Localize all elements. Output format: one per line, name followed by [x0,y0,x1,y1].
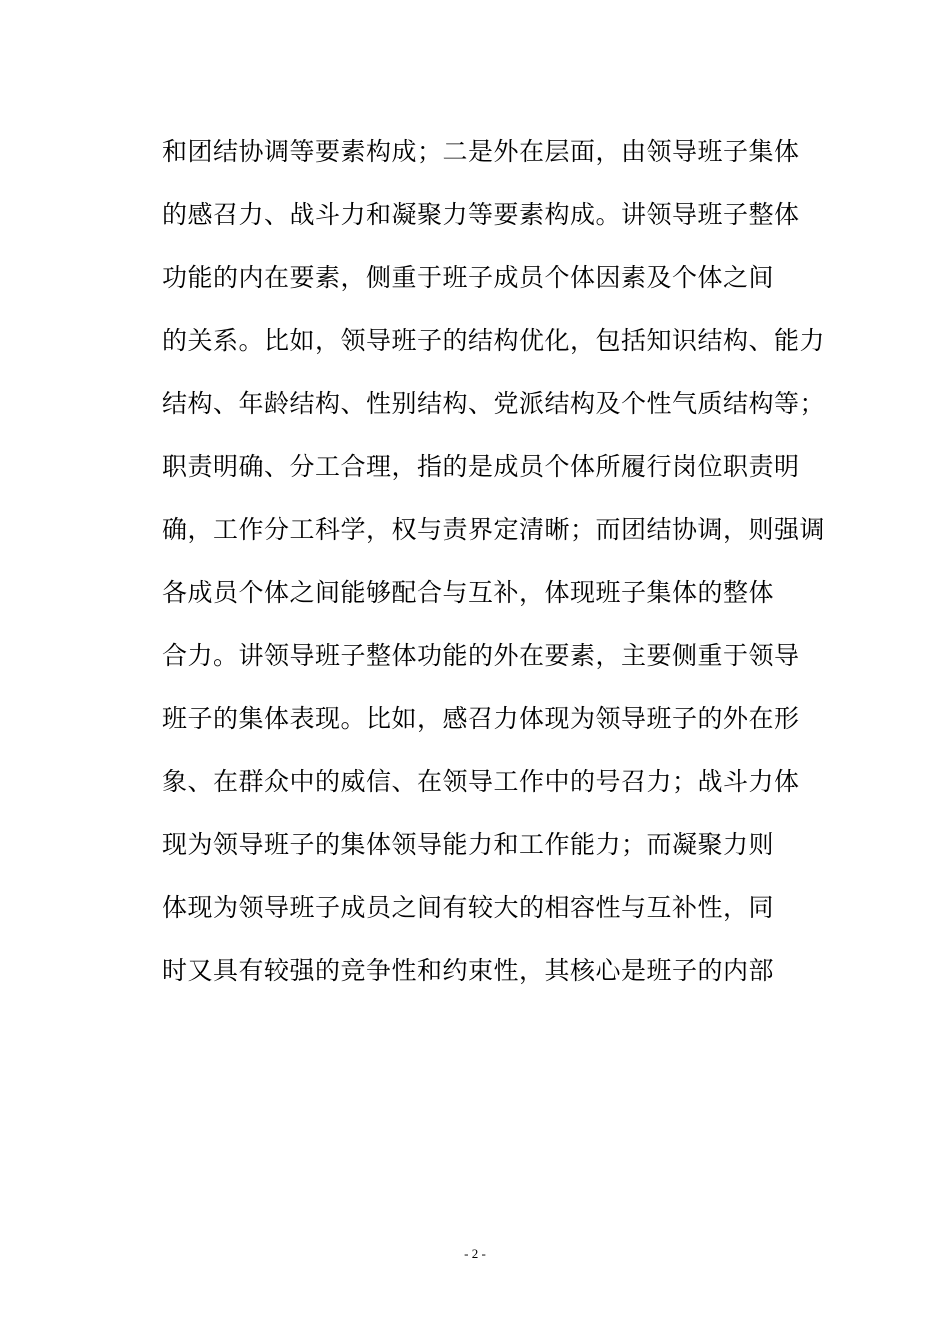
text-line: 的关系。比如，领导班子的结构优化，包括知识结构、能力 [162,326,826,355]
text-line: 时又具有较强的竞争性和约束性，其核心是班子的内部 [162,956,775,985]
text-line: 现为领导班子的集体领导能力和工作能力；而凝聚力则 [162,830,775,859]
text-line: 职责明确、分工合理，指的是成员个体所履行岗位职责明 [162,452,800,481]
text-line: 结构、年龄结构、性别结构、党派结构及个性气质结构等； [162,389,826,418]
text-line: 体现为领导班子成员之间有较大的相容性与互补性，同 [162,893,775,922]
text-line: 功能的内在要素，侧重于班子成员个体因素及个体之间 [162,263,775,292]
text-line: 各成员个体之间能够配合与互补，体现班子集体的整体 [162,578,775,607]
text-line: 班子的集体表现。比如，感召力体现为领导班子的外在形 [162,704,800,733]
page-number: - 2 - [464,1246,486,1261]
text-line: 的感召力、战斗力和凝聚力等要素构成。讲领导班子整体 [162,200,800,229]
text-line: 确，工作分工科学，权与责界定清晰；而团结协调，则强调 [162,515,826,544]
text-line: 和团结协调等要素构成；二是外在层面，由领导班子集体 [162,137,800,166]
text-line: 合力。讲领导班子整体功能的外在要素，主要侧重于领导 [162,641,800,670]
body-paragraph [162,124,826,1006]
text-line: 象、在群众中的威信、在领导工作中的号召力；战斗力体 [162,767,800,796]
